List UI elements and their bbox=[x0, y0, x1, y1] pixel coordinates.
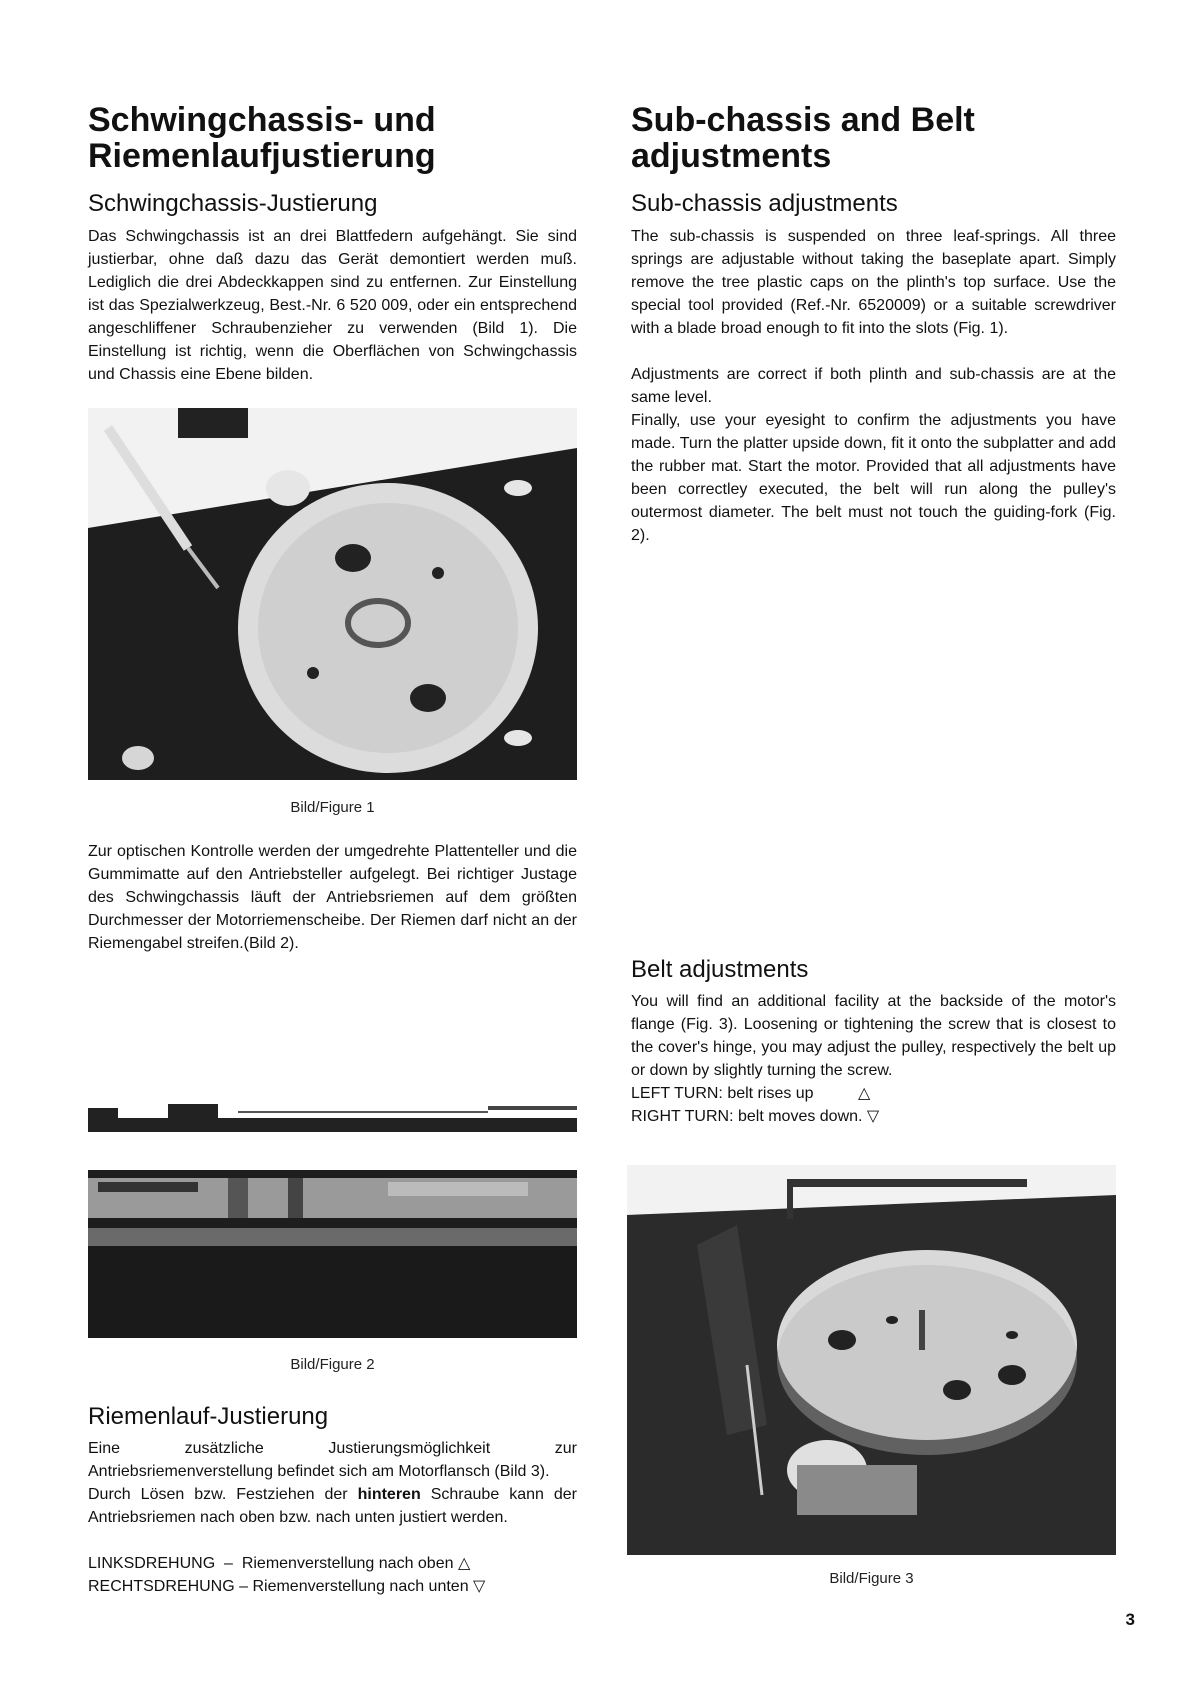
figure2-photo bbox=[88, 1078, 577, 1338]
figure2-caption: Bild/Figure 2 bbox=[290, 1356, 375, 1373]
left-turn-line-en: LEFT TURN: belt rises up △ bbox=[631, 1085, 871, 1102]
figure3-turntable-illustration bbox=[627, 1165, 1116, 1555]
right-title: Sub-chassis and Belt adjustments bbox=[631, 101, 975, 175]
left-section1-text2: Zur optischen Kontrolle werden der umgedrehte Plattenteller und die Gummimatte auf den Antriebsteller aufgelegt. Bei richtiger Justage des Schwingchassis läuft der Antriebsriemen auf dem größten Durchmesser der Motorriemenscheibe. Der Riemen darf nicht an der Riemengabel streifen.(Bild 2). bbox=[88, 843, 577, 952]
left-turn-line-de: LINKSDREHUNG – Riemenverstellung nach oben △ bbox=[88, 1555, 471, 1572]
left-section2-text-b2: Schraube kann der Antriebsriemen nach oben bzw. nach unten justiert werden. bbox=[88, 1486, 577, 1526]
right-section1-heading: Sub-chassis adjustments bbox=[631, 190, 898, 217]
right-section1-text: The sub-chassis is suspended on three leaf-springs. All three springs are adjustable without taking the baseplate apart. Simply remove the tree plastic caps on the plinth's top surface. Use the special tool provided (Ref.-Nr. 6520009) or a suitable screwdriver with a blade broad enough to fit into the slots (Fig. 1). bbox=[631, 228, 1116, 337]
figure2-side-view-illustration bbox=[88, 1078, 577, 1338]
figure1-turntable-illustration bbox=[88, 408, 577, 780]
right-section2-heading: Belt adjustments bbox=[631, 956, 809, 983]
figure3-caption: Bild/Figure 3 bbox=[829, 1570, 914, 1587]
figure1-photo bbox=[88, 408, 577, 780]
left-section2-text-a: Eine zusätzliche Justierungsmöglichkeit zur Antriebsriemenverstellung befindet sich am Motorflansch (Bild 3). bbox=[88, 1440, 577, 1480]
left-section1-text: Das Schwingchassis ist an drei Blattfedern aufgehängt. Sie sind justierbar, ohne daß dazu das Gerät demontiert werden muß. Lediglich die drei Abdeckkappen sind zu entfernen. Zur Einstellung ist das Spezialwerkzeug, Best.-Nr. 6 520 009, oder ein entsprechend angeschliffener Schraubenzieher zu verwenden (Bild 1). Die Einstellung ist richtig, wenn die Oberflächen von Schwingchassis und Chassis eine Ebene bilden. bbox=[88, 228, 577, 383]
left-section2-text-b bbox=[88, 1483, 577, 1529]
figure1-caption: Bild/Figure 1 bbox=[290, 799, 375, 816]
left-section1-heading: Schwingchassis-Justierung bbox=[88, 190, 378, 217]
right-section2-text: You will find an additional facility at the backside of the motor's flange (Fig. 3). Loosening or tightening the screw that is closest to the cover's hinge, you may adjust the pulley, respectively the belt up or down by slightly turning the screw. bbox=[631, 993, 1116, 1079]
right-section1-text3: Finally, use your eyesight to confirm the adjustments you have made. Turn the platter upside down, fit it onto the subplatter and add the rubber mat. Start the motor. Provided that all adjustments have been correctley executed, the belt will run along the pulley's outermost diameter. The belt must not touch the guiding-fork (Fig. 2). bbox=[631, 412, 1116, 544]
left-section2-text-b1: Durch Lösen bzw. Festziehen der bbox=[88, 1486, 358, 1503]
figure3-photo bbox=[627, 1165, 1116, 1555]
left-title: Schwingchassis- und Riemenlaufjustierung bbox=[88, 101, 436, 175]
left-section2-text-bold: hinteren bbox=[357, 1486, 421, 1503]
left-section2-heading: Riemenlauf-Justierung bbox=[88, 1403, 329, 1430]
right-section1-text2: Adjustments are correct if both plinth and sub-chassis are at the same level. bbox=[631, 366, 1116, 406]
right-turn-line-en: RIGHT TURN: belt moves down. ▽ bbox=[631, 1108, 880, 1125]
right-turn-line-de: RECHTSDREHUNG – Riemenverstellung nach unten ▽ bbox=[88, 1578, 486, 1595]
page-number: 3 bbox=[1125, 1610, 1135, 1629]
